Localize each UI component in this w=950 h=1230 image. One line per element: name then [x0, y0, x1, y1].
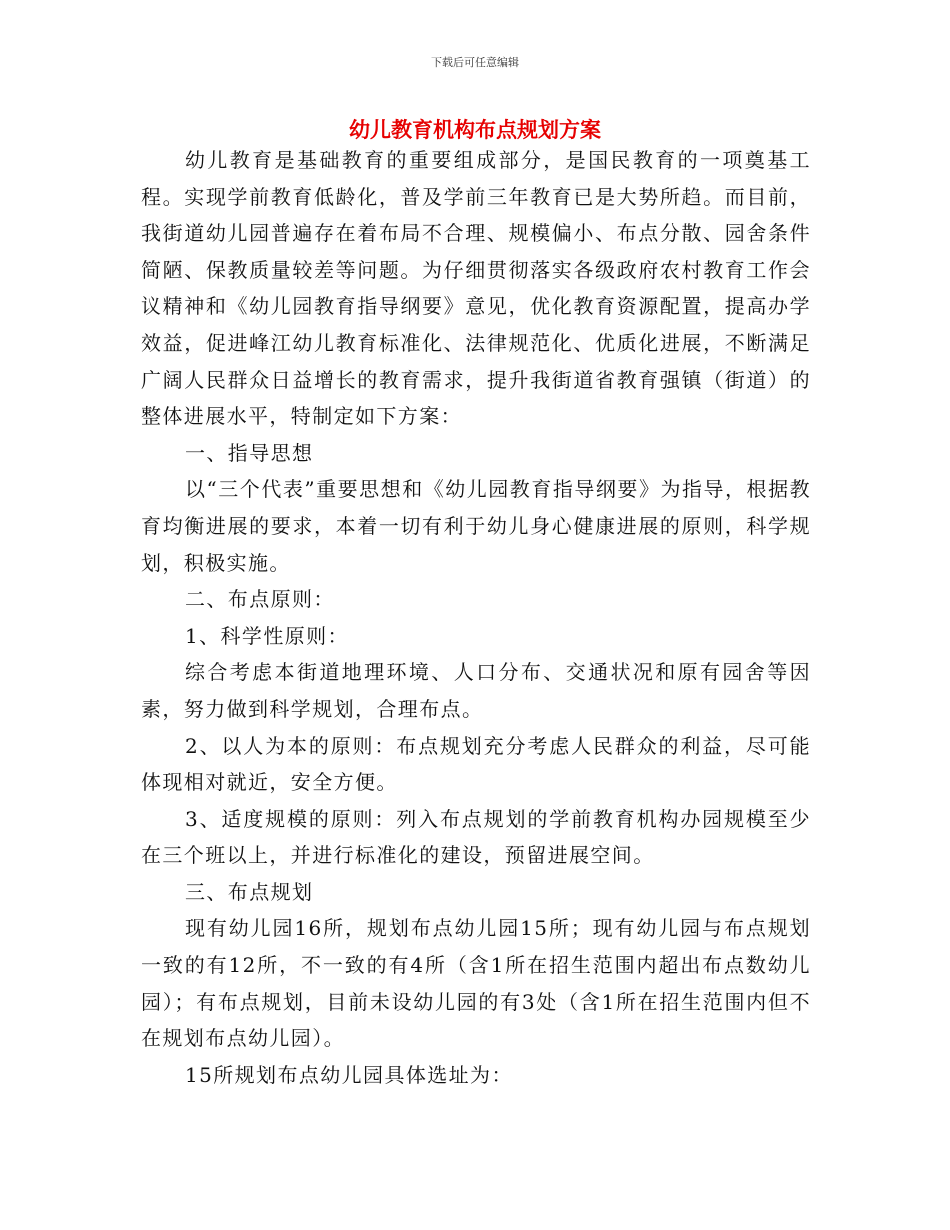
section-heading-layout-principles: 二、布点原则：	[185, 587, 335, 612]
principle-2-paragraph: 2、以人为本的原则：布点规划充分考虑人民群众的利益，尽可能体现相对就近，安全方便。	[141, 733, 811, 795]
layout-plan-paragraph: 现有幼儿园16所，规划布点幼儿园15所；现有幼儿园与布点规划一致的有12所，不一致的有4所（含1所在招生范围内超出布点数幼儿园）；有布点规划，目前未设幼儿园的有3处（含1所在招生范围内但不在规划布点幼儿园）。	[141, 916, 811, 1051]
document-body	[141, 142, 811, 1093]
section-heading-layout-plan: 三、布点规划	[185, 879, 314, 904]
page-header: 下载后可任意编辑	[431, 56, 519, 69]
principle-1-paragraph: 综合考虑本街道地理环境、人口分布、交通状况和原有园舍等因素，努力做到科学规划，合理布点。	[141, 660, 811, 721]
document-title: 幼儿教育机构布点规划方案	[349, 118, 601, 142]
section-heading-guiding-ideology: 一、指导思想	[185, 440, 314, 465]
principle-3-paragraph: 3、适度规模的原则：列入布点规划的学前教育机构办园规模至少在三个班以上，并进行标准化的建设，预留进展空间。	[141, 806, 811, 868]
guiding-ideology-paragraph: 以“三个代表”重要思想和《幼儿园教育指导纲要》为指导，根据教育均衡进展的要求，本着一切有利于幼儿身心健康进展的原则，科学规划，积极实施。	[141, 477, 811, 575]
principle-1-heading: 1、科学性原则：	[185, 623, 349, 648]
intro-paragraph: 幼儿教育是基础教育的重要组成部分，是国民教育的一项奠基工程。实现学前教育低龄化，普及学前三年教育已是大势所趋。而目前，我街道幼儿园普遍存在着布局不合理、规模偏小、布点分散、园舍条件简陋、保教质量较差等问题。为仔细贯彻落实各级政府农村教育工作会议精神和《幼儿园教育指导纲要》意见，优化教育资源配置，提高办学效益，促进峰江幼儿教育标准化、法律规范化、优质化进展，不断满足广阔人民群众日益增长的教育需求，提升我街道省教育强镇（街道）的整体进展水平，特制定如下方案：	[141, 148, 811, 429]
site-selection-paragraph: 15所规划布点幼儿园具体选址为：	[185, 1062, 513, 1087]
